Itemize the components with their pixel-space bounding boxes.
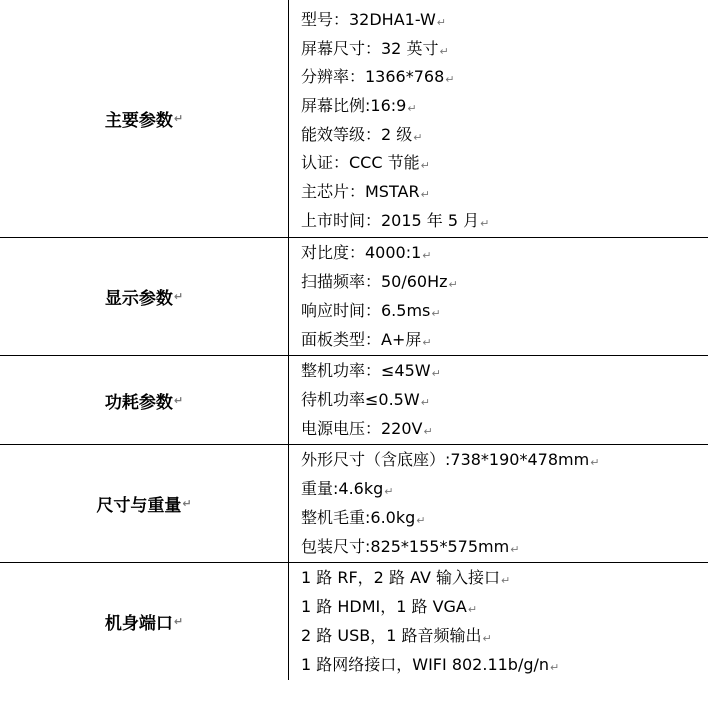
spec-row bbox=[289, 296, 708, 325]
spec-row bbox=[289, 149, 708, 178]
paragraph-mark-icon: ↵ bbox=[550, 661, 560, 674]
spec-row bbox=[289, 385, 708, 414]
section-values bbox=[288, 445, 708, 562]
paragraph-mark-icon: ↵ bbox=[173, 393, 184, 407]
spec-row bbox=[289, 592, 708, 621]
paragraph-mark-icon: ↵ bbox=[416, 514, 426, 527]
spec-row bbox=[289, 474, 708, 503]
spec-text: 面板类型：A+屏 bbox=[301, 330, 422, 349]
section-title bbox=[0, 0, 288, 237]
paragraph-mark-icon: ↵ bbox=[510, 543, 520, 556]
spec-text: 能效等级：2 级 bbox=[301, 124, 413, 144]
section-title-text: 显示参数 bbox=[104, 289, 173, 309]
paragraph-mark-icon: ↵ bbox=[445, 73, 455, 87]
spec-text: 型号：32DHA1-W bbox=[301, 10, 436, 29]
spec-row bbox=[289, 238, 708, 267]
spec-row bbox=[289, 63, 708, 92]
spec-row bbox=[289, 503, 708, 532]
spec-text: 外形尺寸（含底座）:738*190*478mm bbox=[301, 450, 590, 469]
paragraph-mark-icon: ↵ bbox=[436, 16, 447, 29]
spec-text: 整机功率：≤45W bbox=[301, 361, 431, 380]
spec-row bbox=[289, 532, 708, 561]
spec-row bbox=[289, 207, 708, 236]
paragraph-mark-icon: ↵ bbox=[590, 456, 600, 469]
spec-text: 屏幕比例:16:9 bbox=[301, 96, 407, 116]
section-title bbox=[0, 356, 288, 444]
section-title-text: 功耗参数 bbox=[104, 392, 173, 413]
paragraph-mark-icon: ↵ bbox=[431, 367, 441, 380]
section-title-text: 主要参数 bbox=[104, 111, 173, 131]
spec-text: 1 路 HDMI，1 路 VGA bbox=[301, 597, 467, 616]
paragraph-mark-icon: ↵ bbox=[182, 497, 192, 510]
spec-text: 整机毛重:6.0kg bbox=[301, 508, 416, 527]
section-display-params bbox=[0, 238, 708, 356]
spec-text: 屏幕尺寸：32 英寸 bbox=[301, 38, 439, 58]
paragraph-mark-icon: ↵ bbox=[384, 485, 394, 498]
section-title-text: 机身端口 bbox=[104, 614, 173, 634]
spec-row bbox=[289, 267, 708, 296]
paragraph-mark-icon: ↵ bbox=[467, 603, 478, 616]
spec-text: 重量:4.6kg bbox=[301, 479, 384, 498]
spec-row bbox=[289, 356, 708, 385]
spec-text: 扫描频率：50/60Hz bbox=[301, 272, 448, 291]
spec-row bbox=[289, 650, 708, 679]
paragraph-mark-icon: ↵ bbox=[482, 632, 492, 645]
spec-row bbox=[289, 35, 708, 64]
spec-row bbox=[289, 414, 708, 443]
section-values bbox=[288, 238, 708, 355]
spec-text: 对比度：4000:1 bbox=[301, 243, 422, 262]
section-main-params bbox=[0, 0, 708, 238]
paragraph-mark-icon: ↵ bbox=[407, 102, 417, 116]
paragraph-mark-icon: ↵ bbox=[422, 249, 432, 262]
section-ports bbox=[0, 563, 708, 680]
paragraph-mark-icon: ↵ bbox=[439, 44, 449, 58]
spec-text: 响应时间：6.5ms bbox=[301, 301, 431, 320]
section-title bbox=[0, 563, 288, 680]
spec-text: 1 路网络接口，WIFI 802.11b/g/n bbox=[301, 655, 550, 674]
spec-row bbox=[289, 621, 708, 650]
spec-row bbox=[289, 121, 708, 150]
section-power-params bbox=[0, 356, 708, 445]
section-values bbox=[288, 356, 708, 444]
paragraph-mark-icon: ↵ bbox=[420, 159, 430, 173]
paragraph-mark-icon: ↵ bbox=[173, 615, 184, 628]
spec-text: 待机功率≤0.5W bbox=[301, 390, 420, 409]
spec-row bbox=[289, 92, 708, 121]
spec-text: 分辨率：1366*768 bbox=[301, 67, 445, 87]
spec-row bbox=[289, 563, 708, 592]
spec-text: 电源电压：220V bbox=[301, 419, 423, 438]
paragraph-mark-icon: ↵ bbox=[423, 425, 433, 438]
spec-row bbox=[289, 6, 708, 35]
paragraph-mark-icon: ↵ bbox=[420, 396, 430, 409]
section-size-weight bbox=[0, 445, 708, 563]
spec-text: 认证：CCC 节能 bbox=[301, 153, 420, 173]
paragraph-mark-icon: ↵ bbox=[420, 188, 430, 202]
spec-text: 主芯片：MSTAR bbox=[301, 182, 420, 202]
section-values bbox=[288, 0, 708, 237]
spec-row bbox=[289, 445, 708, 474]
paragraph-mark-icon: ↵ bbox=[173, 290, 184, 303]
spec-row bbox=[289, 178, 708, 207]
paragraph-mark-icon: ↵ bbox=[448, 278, 458, 291]
section-values bbox=[288, 563, 708, 680]
paragraph-mark-icon: ↵ bbox=[413, 130, 423, 144]
section-title-text: 尺寸与重量 bbox=[96, 496, 182, 516]
spec-row bbox=[289, 325, 708, 354]
paragraph-mark-icon: ↵ bbox=[173, 112, 184, 125]
paragraph-mark-icon: ↵ bbox=[422, 336, 432, 349]
paragraph-mark-icon: ↵ bbox=[480, 216, 490, 230]
spec-text: 包装尺寸:825*155*575mm bbox=[301, 537, 510, 556]
section-title bbox=[0, 445, 288, 562]
section-title bbox=[0, 238, 288, 355]
spec-text: 1 路 RF，2 路 AV 输入接口 bbox=[301, 568, 500, 587]
spec-text: 上市时间：2015 年 5 月 bbox=[301, 210, 480, 230]
spec-text: 2 路 USB，1 路音频输出 bbox=[301, 626, 482, 645]
paragraph-mark-icon: ↵ bbox=[431, 307, 441, 320]
paragraph-mark-icon: ↵ bbox=[500, 574, 511, 587]
